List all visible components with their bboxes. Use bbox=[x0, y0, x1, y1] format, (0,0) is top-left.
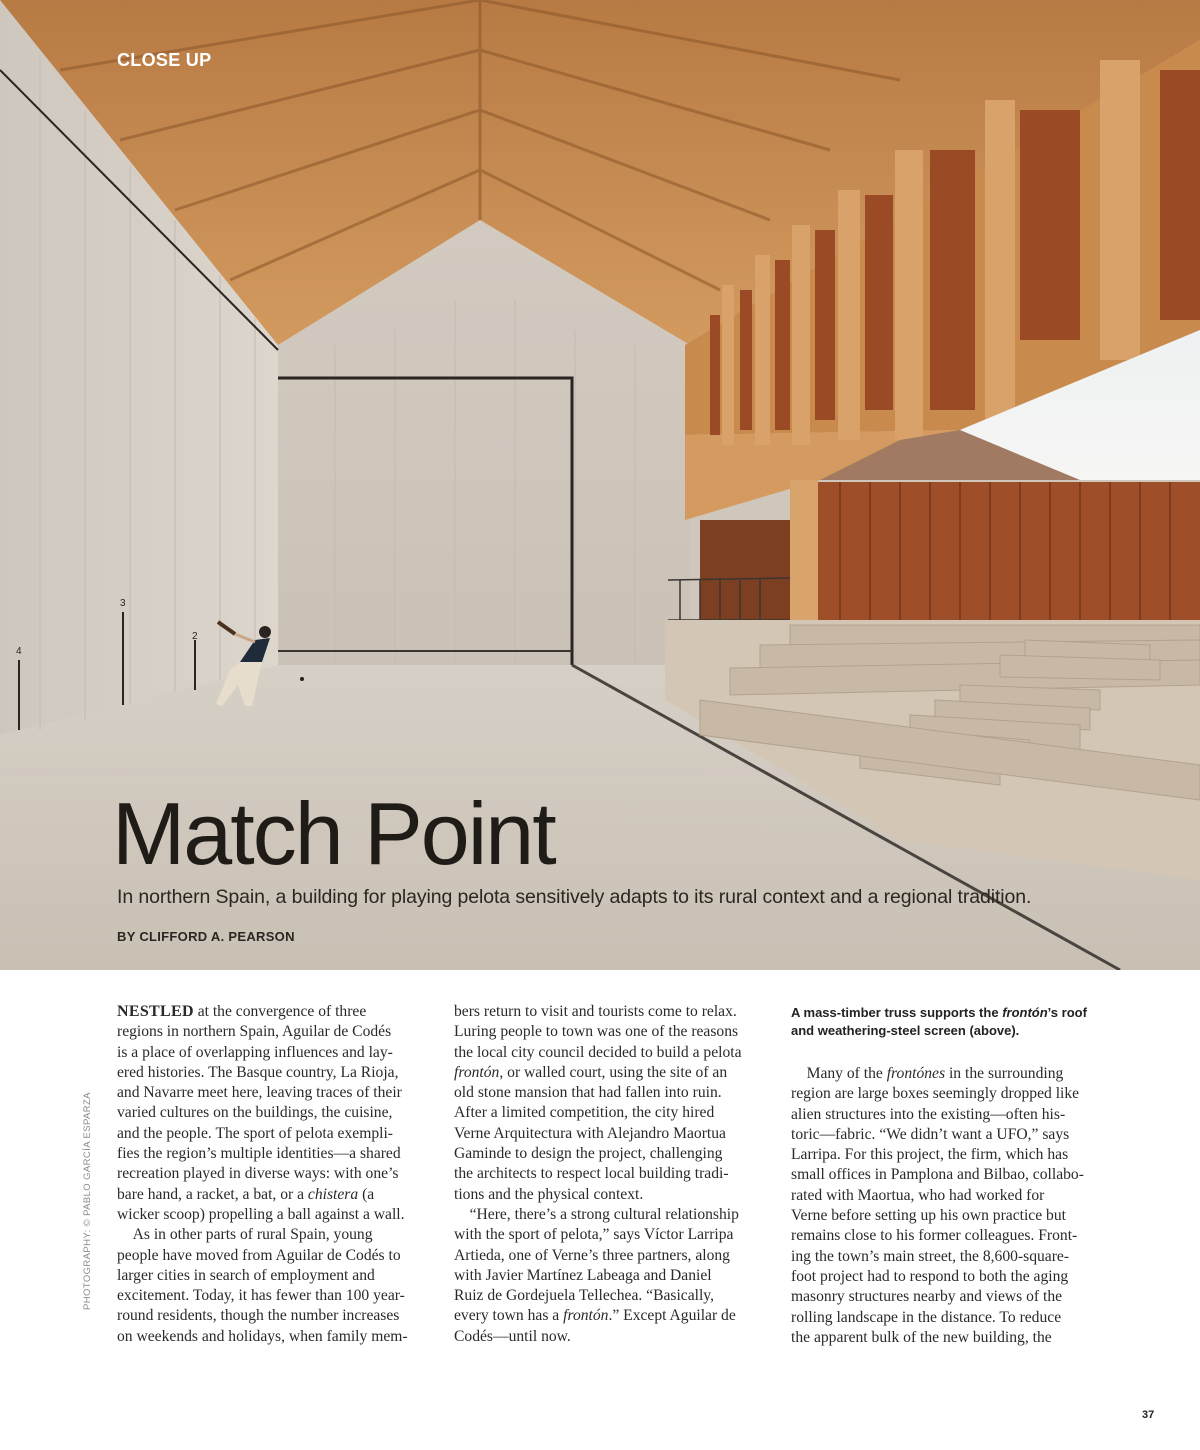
text-line: Verne Arquitectura with Alejandro Maortua bbox=[454, 1124, 726, 1142]
photo-caption: A mass-timber truss supports the frontón’s roof and weathering-steel screen (above). bbox=[791, 1005, 1087, 1038]
text-line: ing the town’s main street, the 8,600-square- bbox=[791, 1247, 1070, 1265]
text-line: regions in northern Spain, Aguilar de Codés bbox=[117, 1023, 392, 1041]
text-line: on weekends and holidays, when family mem- bbox=[117, 1327, 408, 1345]
page-number: 37 bbox=[1142, 1409, 1155, 1421]
text-line: old stone mansion that had fallen into ruin. bbox=[454, 1084, 722, 1102]
court-number-3: 3 bbox=[120, 598, 126, 609]
text-line: rated with Maortua, who had worked for bbox=[791, 1186, 1045, 1204]
text-line: fies the region’s multiple identities—a shared bbox=[117, 1145, 401, 1163]
photo-credit: PHOTOGRAPHY: © PABLO GARCÍA ESPARZA bbox=[82, 1092, 93, 1310]
text-line: people have moved from Aguilar de Codés to bbox=[117, 1246, 401, 1264]
text-line: region are large boxes seemingly dropped like bbox=[791, 1085, 1080, 1103]
text-line: round residents, though the number increases bbox=[117, 1307, 400, 1325]
text-line: Luring people to town was one of the reasons bbox=[454, 1023, 739, 1041]
text-line: the architects to respect local building tradi- bbox=[454, 1165, 729, 1183]
text-line: As in other parts of rural Spain, young bbox=[117, 1226, 373, 1244]
text-line: Many of the frontónes in the surrounding bbox=[791, 1065, 1064, 1082]
text-line: with the sport of pelota,” says Víctor Larripa bbox=[454, 1226, 734, 1244]
text-line: tions and the physical context. bbox=[454, 1185, 644, 1203]
text-line: NESTLED at the convergence of three bbox=[117, 1003, 367, 1020]
body-column-3 bbox=[791, 1064, 1103, 1348]
text-line: After a limited competition, the city hired bbox=[454, 1104, 715, 1122]
text-line: toric—fabric. “We didn’t want a UFO,” says bbox=[791, 1125, 1070, 1143]
text-line: varied cultures on the buildings, the cuisine, bbox=[117, 1104, 393, 1122]
text-line: alien structures into the existing—often his- bbox=[791, 1105, 1066, 1123]
text-line: and the people. The sport of pelota exempli- bbox=[117, 1124, 393, 1142]
text-line: ered histories. The Basque country, La Rioja, bbox=[117, 1063, 399, 1081]
text-line: masonry structures nearby and views of the bbox=[791, 1288, 1063, 1306]
text-line: with Javier Martínez Labeaga and Daniel bbox=[454, 1266, 712, 1284]
article-title: Match Point bbox=[112, 784, 555, 883]
text-line: small offices in Pamplona and Bilbao, collabo- bbox=[791, 1166, 1084, 1184]
text-line: frontón, or walled court, using the site of an bbox=[454, 1063, 728, 1081]
text-line: Larripa. For this project, the firm, which has bbox=[791, 1146, 1069, 1164]
text-line: Artieda, one of Verne’s three partners, along bbox=[454, 1246, 730, 1264]
lead-in: NESTLED bbox=[117, 1003, 194, 1020]
text-line: Gaminde to design the project, challenging bbox=[454, 1145, 723, 1163]
body-column-2 bbox=[454, 1002, 766, 1347]
court-number-4: 4 bbox=[16, 646, 22, 657]
text-line: Ruiz de Gordejuela Tellechea. “Basically, bbox=[454, 1287, 714, 1305]
byline: BY CLIFFORD A. PEARSON bbox=[117, 929, 295, 944]
text-line: wicker scoop) propelling a ball against a wall. bbox=[117, 1205, 405, 1223]
body-column-1 bbox=[117, 1002, 429, 1347]
text-line: and Navarre meet here, leaving traces of their bbox=[117, 1084, 402, 1102]
text-line: every town has a frontón.” Except Aguilar de bbox=[454, 1307, 736, 1325]
text-line: recreation played in diverse ways: with one’s bbox=[117, 1165, 399, 1183]
text-line: remains close to his former colleagues. Front- bbox=[791, 1227, 1078, 1245]
text-line: the local city council decided to build a pelota bbox=[454, 1043, 742, 1061]
text-line: excitement. Today, it has fewer than 100 year- bbox=[117, 1287, 405, 1305]
section-label: CLOSE UP bbox=[117, 50, 212, 70]
text-line: Verne before setting up his own practice but bbox=[791, 1207, 1066, 1225]
text-line: “Here, there’s a strong cultural relationship bbox=[454, 1205, 739, 1223]
text-line: Codés—until now. bbox=[454, 1327, 571, 1345]
text-line: rolling landscape in the distance. To reduce bbox=[791, 1308, 1062, 1326]
text-line: foot project had to respond to both the aging bbox=[791, 1267, 1069, 1285]
text-line: is a place of overlapping influences and lay- bbox=[117, 1043, 393, 1061]
article-dek: In northern Spain, a building for playing pelota sensitively adapts to its rural context and a regional tradition. bbox=[117, 886, 1032, 908]
text-line: bare hand, a racket, a bat, or a chistera (a bbox=[117, 1185, 375, 1203]
text-line: bers return to visit and tourists come to relax. bbox=[454, 1003, 737, 1020]
text-line: larger cities in search of employment and bbox=[117, 1266, 375, 1284]
text-line: the apparent bulk of the new building, the bbox=[791, 1328, 1052, 1346]
court-number-2: 2 bbox=[192, 631, 198, 642]
